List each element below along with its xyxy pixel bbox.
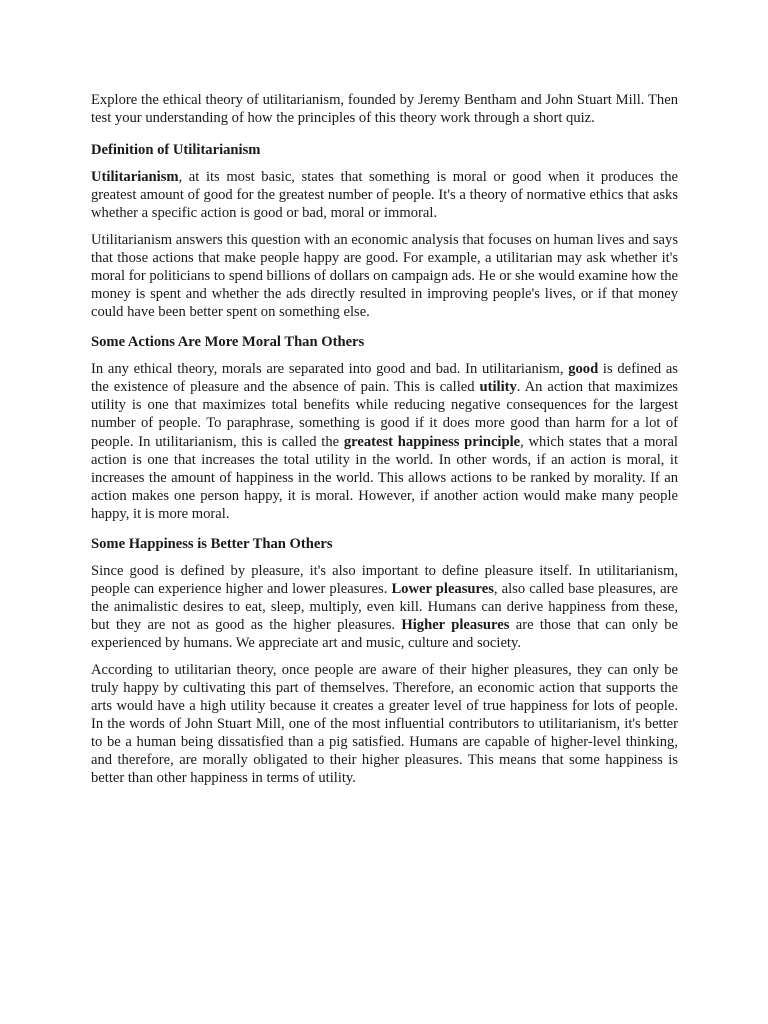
definition-text: , at its most basic, states that something is moral or good when it produces the greatest amount of good for the greatest number of people. It's a theory of normative ethics that asks whether a specific action is good or bad, moral or immoral. [91,169,678,222]
document-page [91,91,678,795]
term-good: good [568,361,599,378]
moral-text-1: In any ethical theory, morals are separated into good and bad. In utilitarianism, [91,361,569,378]
moral-text-4: , which states that a moral action is one that increases the total utility in the world. In other words, if an action is moral, it increases the amount of happiness in the world. This allows actions to be ranked by morality. If an action makes one person happy, it is moral. However, if another action would make many people happy, it is more moral. [91,433,678,522]
happiness-text-3: are those that can only be experienced by humans. We appreciate art and music, culture and society. [91,617,678,652]
term-utility: utility [479,379,517,396]
term-lower-pleasures: Lower pleasures [391,581,494,598]
heading-happiness: Some Happiness is Better Than Others [91,535,333,552]
intro-paragraph: Explore the ethical theory of utilitarianism, founded by Jeremy Bentham and John Stuart Mill. Then test your understanding of how the principles of this theory work through a short quiz. [91,92,678,127]
moral-actions-paragraph [91,360,678,523]
term-utilitarianism: Utilitarianism [91,169,179,186]
heading-moral-actions: Some Actions Are More Moral Than Others [91,334,365,351]
moral-text-3: . An action that maximizes utility is one that maximizes total benefits while reducing negative consequences for the largest number of people. To paraphrase, something is good if it does more good than harm for a lot of people. In utilitarianism, this is called the [91,379,678,450]
definition-paragraph-2: Utilitarianism answers this question with an economic analysis that focuses on human lives and says that those actions that make people happy are good. For example, a utilitarian may ask whether it's moral for politicians to spend billions of dollars on campaign ads. He or she would examine how the money is spent and whether the ads directly resulted in improving people's lives, or if that money could have been better spent on something else. [91,231,678,320]
happiness-text-1: Since good is defined by pleasure, it's also important to define pleasure itself. In utilitarianism, people can experience higher and lower pleasures. [91,563,678,598]
term-greatest-happiness-principle: greatest happiness principle [343,433,521,450]
happiness-paragraph-2: According to utilitarian theory, once people are aware of their higher pleasures, they can only be truly happy by cultivating this part of themselves. Therefore, an economic action that supports the arts would have a high utility because it creates a greater level of true happiness for lots of people. In the words of John Stuart Mill, one of the most influential contributors to utilitarianism, it's better to be a human being dissatisfied than a pig satisfied. Humans are capable of higher-level thinking, and therefore, are morally obligated to their higher pleasures. This means that some happiness is better than other happiness in terms of utility. [91,661,678,787]
definition-paragraph-1 [91,168,678,222]
heading-definition: Definition of Utilitarianism [91,142,261,159]
term-higher-pleasures: Higher pleasures [401,617,510,634]
moral-text-2: is defined as the existence of pleasure and the absence of pain. This is called [91,361,678,396]
happiness-paragraph-1 [91,562,678,652]
happiness-text-2: , also called base pleasures, are the animalistic desires to eat, sleep, multiply, even kill. Humans can derive happiness from these, but they are not as good as the higher pleasures. [91,581,678,634]
